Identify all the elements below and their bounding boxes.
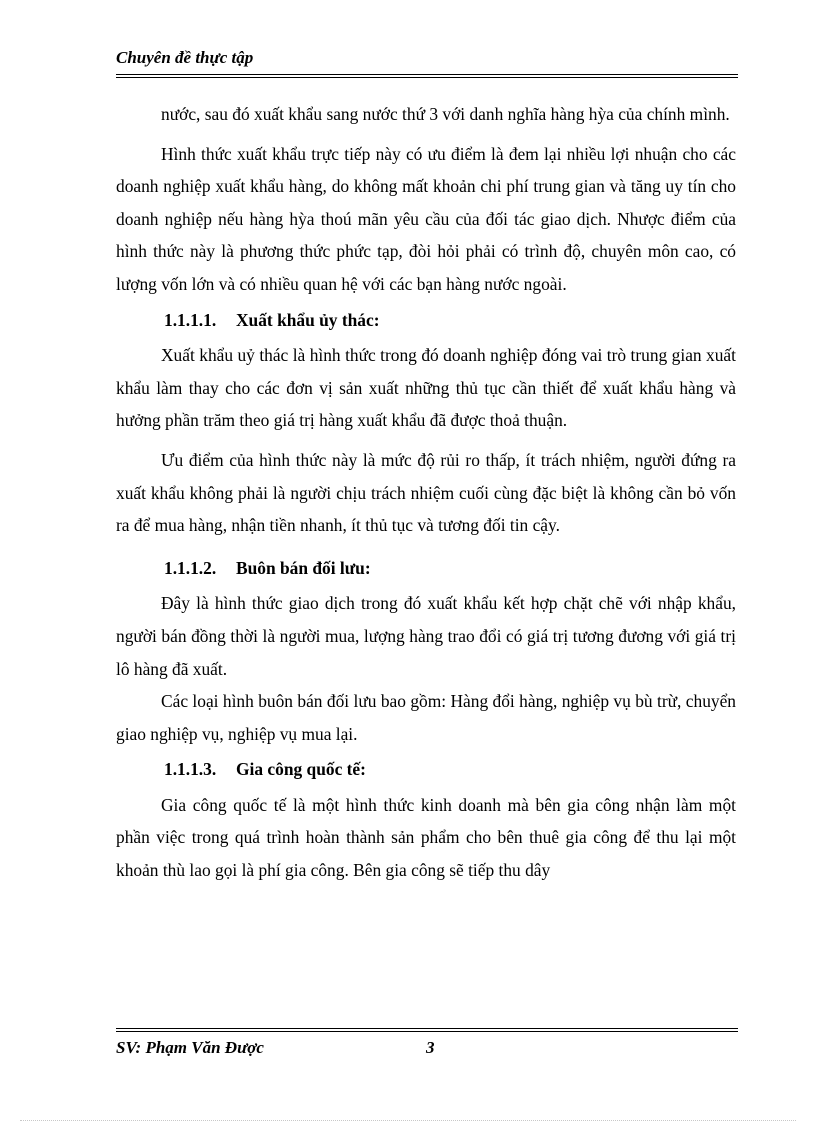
- section-title: Buôn bán đối lưu:: [236, 557, 371, 578]
- section-heading-1-1-1-1: [116, 304, 736, 337]
- section-heading-1-1-1-2: [116, 552, 736, 585]
- paragraph: Đây là hình thức giao dịch trong đó xuất khẩu kết hợp chặt chẽ với nhập khẩu, người bán đồng thời là người mua, lượng hàng trao đổi có giá trị tương đương với giá trị lô hàng đã xuất.: [116, 593, 736, 679]
- paragraph: Ưu điểm của hình thức này là mức độ rủi ro thấp, ít trách nhiệm, người đứng ra xuất khẩu không phải là người chịu trách nhiệm cuối cùng đặc biệt là không cần bỏ vốn ra để mua hàng, nhận tiền nhanh, ít thủ tục và tương đối tin cậy.: [116, 449, 736, 536]
- page-body: [116, 98, 736, 887]
- footer-rule: [116, 1028, 738, 1032]
- paragraph: Các loại hình buôn bán đối lưu bao gồm: Hàng đổi hàng, nghiệp vụ bù trừ, chuyển giao nghiệp vụ, nghiệp vụ mua lại.: [116, 691, 736, 744]
- footer-author: SV: Phạm Văn Được: [116, 1038, 264, 1057]
- page-number: 3: [426, 1038, 435, 1057]
- section-number: 1.1.1.2.: [164, 557, 217, 578]
- section-number: 1.1.1.3.: [164, 759, 217, 780]
- section-title: Gia công quốc tế:: [236, 759, 366, 780]
- section-heading-1-1-1-3: [116, 753, 736, 786]
- paragraph: nước, sau đó xuất khẩu sang nước thứ 3 với danh nghĩa hàng hỳa của chính mình.: [161, 104, 730, 124]
- paragraph: Gia công quốc tế là một hình thức kinh doanh mà bên gia công nhận làm một phần việc trong quá trình hoàn thành sản phẩm cho bên thuê gia công để thu lại một khoản thù lao gọi là phí gia công. Bên gia công sẽ tiếp thu dây: [116, 794, 736, 881]
- header-rule: [116, 74, 738, 78]
- paragraph: Hình thức xuất khẩu trực tiếp này có ưu điểm là đem lại nhiều lợi nhuận cho các doanh nghiệp xuất khẩu hàng, do không mất khoản chi phí trung gian và tăng uy tín cho doanh nghiệp nếu hàng hỳa thoú mãn yêu cầu của đối tác giao dịch. Nhược điểm của hình thức này là phương thức phức tạp, đòi hỏi phải có trình độ, chuyên môn cao, có lượng vốn lớn và có nhiều quan hệ với các bạn hàng nước ngoài.: [116, 143, 736, 294]
- section-title: Xuất khẩu ủy thác:: [236, 309, 380, 330]
- page-header-title: Chuyên đề thực tập: [116, 48, 254, 67]
- section-number: 1.1.1.1.: [164, 309, 217, 330]
- paragraph: Xuất khẩu uỷ thác là hình thức trong đó doanh nghiệp đóng vai trò trung gian xuất khẩu làm thay cho các đơn vị sản xuất những thủ tục cần thiết để xuất khẩu hàng và hưởng phần trăm theo giá trị hàng xuất khẩu đã được thoả thuận.: [116, 345, 736, 431]
- page-bottom-edge: [20, 1120, 796, 1121]
